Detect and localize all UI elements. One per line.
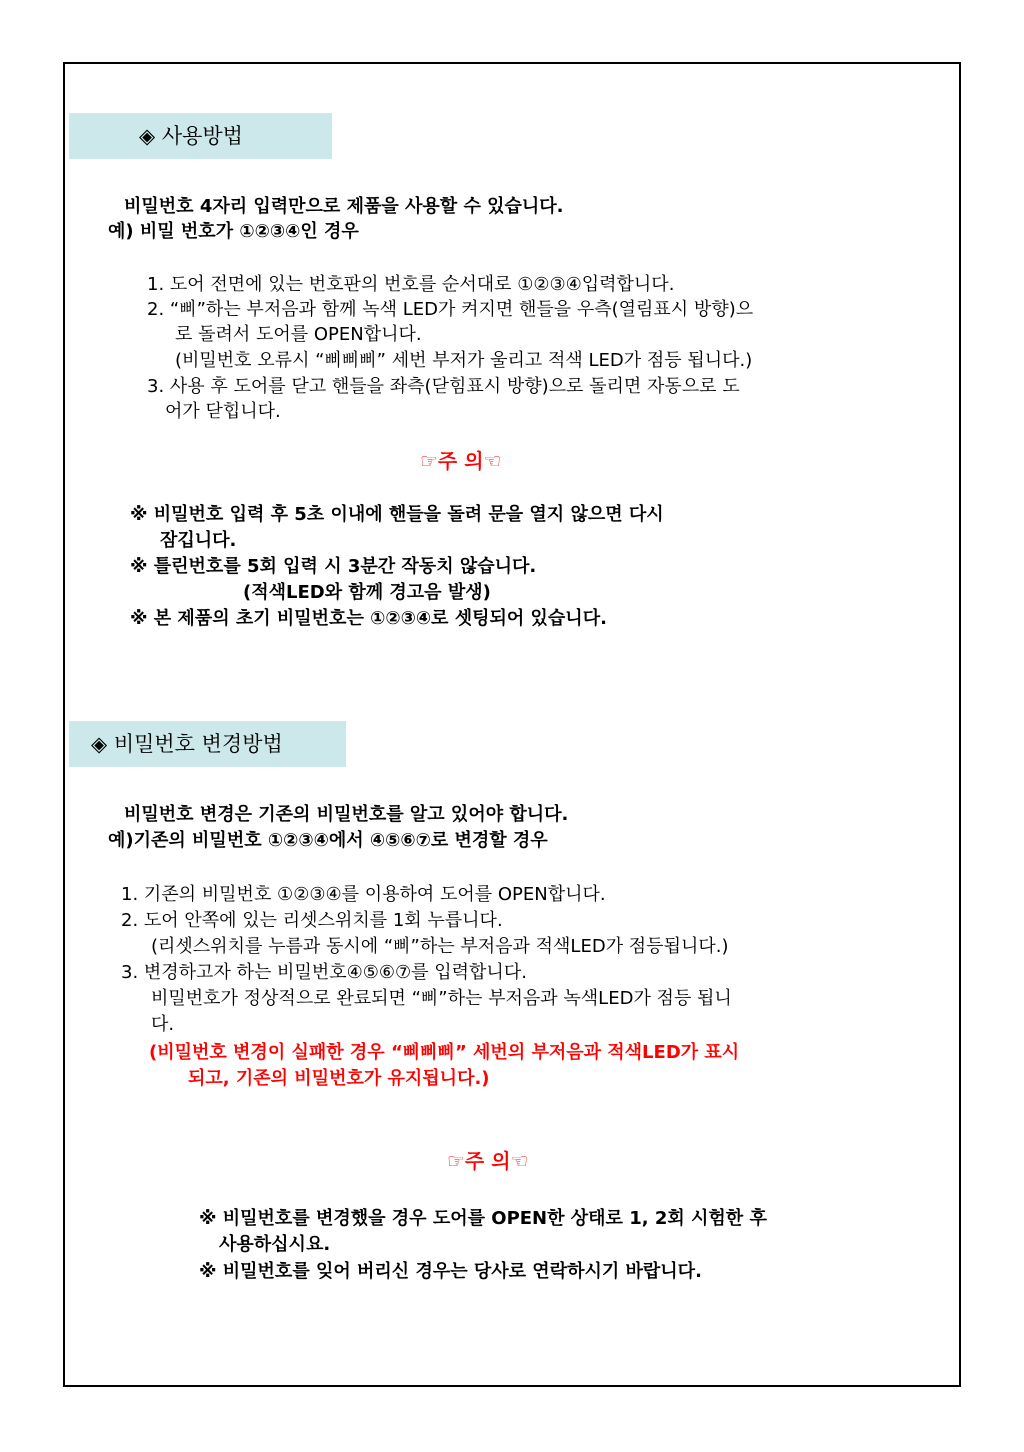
usage-note-1-cont: 잠깁니다. (160, 530, 237, 551)
usage-note-3: ※ 본 제품의 초기 비밀번호는 ①②③④로 셋팅되어 있습니다. (130, 608, 607, 629)
change-example-line: 예)기존의 비밀번호 ①②③④에서 ④⑤⑥⑦로 변경할 경우 (108, 830, 548, 851)
change-step-3: 3. 변경하고자 하는 비밀번호④⑤⑥⑦를 입력합니다. (121, 962, 527, 983)
usage-intro-line: 비밀번호 4자리 입력만으로 제품을 사용할 수 있습니다. (124, 196, 564, 217)
change-step-3-cont: 비밀번호가 정상적으로 완료되면 “삐”하는 부저음과 녹색LED가 점등 됩니 (151, 988, 732, 1009)
change-note-1: ※ 비밀번호를 변경했을 경우 도어를 OPEN한 상태로 1, 2회 시험한 후 (199, 1208, 767, 1229)
usage-note-1: ※ 비밀번호 입력 후 5초 이내에 핸들을 돌려 문을 열지 않으면 다시 (130, 504, 664, 525)
section-change-password-title: ◈ 비밀번호 변경방법 (69, 721, 346, 767)
change-warning-line: (비밀번호 변경이 실패한 경우 “삐삐삐” 세번의 부저음과 적색LED가 표시 (149, 1042, 740, 1063)
usage-example-line: 예) 비밀 번호가 ①②③④인 경우 (108, 221, 359, 242)
usage-step-2-note: (비밀번호 오류시 “삐삐삐” 세번 부저가 울리고 적색 LED가 점등 됩니다.) (175, 350, 753, 371)
change-note-1-cont: 사용하십시요. (219, 1234, 331, 1255)
change-note-2: ※ 비밀번호를 잊어 버리신 경우는 당사로 연락하시기 바랍니다. (199, 1261, 702, 1282)
usage-caution-heading: ☞주 의☜ (420, 449, 502, 473)
change-step-2-note: (리셋스위치를 누름과 동시에 “삐”하는 부저음과 적색LED가 점등됩니다.) (151, 936, 729, 957)
usage-note-2-cont: (적색LED와 함께 경고음 발생) (243, 582, 491, 603)
change-step-3-cont2: 다. (151, 1014, 175, 1035)
change-intro-line: 비밀번호 변경은 기존의 비밀번호를 알고 있어야 합니다. (124, 804, 569, 825)
usage-step-2-cont: 로 돌려서 도어를 OPEN합니다. (175, 324, 422, 345)
usage-step-1: 1. 도어 전면에 있는 번호판의 번호를 순서대로 ①②③④입력합니다. (147, 274, 675, 295)
usage-step-2: 2. “삐”하는 부저음과 함께 녹색 LED가 켜지면 핸들을 우측(열림표시 방향)으 (147, 299, 754, 320)
change-caution-heading: ☞주 의☜ (447, 1149, 529, 1173)
change-step-1: 1. 기존의 비밀번호 ①②③④를 이용하여 도어를 OPEN합니다. (121, 884, 606, 905)
change-warning-line-cont: 되고, 기존의 비밀번호가 유지됩니다.) (188, 1068, 490, 1089)
usage-note-2: ※ 틀린번호를 5회 입력 시 3분간 작동치 않습니다. (130, 556, 537, 577)
change-step-2: 2. 도어 안쪽에 있는 리셋스위치를 1회 누릅니다. (121, 910, 503, 931)
usage-step-3: 3. 사용 후 도어를 닫고 핸들을 좌측(닫힘표시 방향)으로 돌리면 자동으로 도 (147, 376, 740, 397)
section-usage-title: ◈ 사용방법 (69, 113, 332, 159)
usage-step-3-cont: 어가 닫힙니다. (165, 401, 281, 422)
